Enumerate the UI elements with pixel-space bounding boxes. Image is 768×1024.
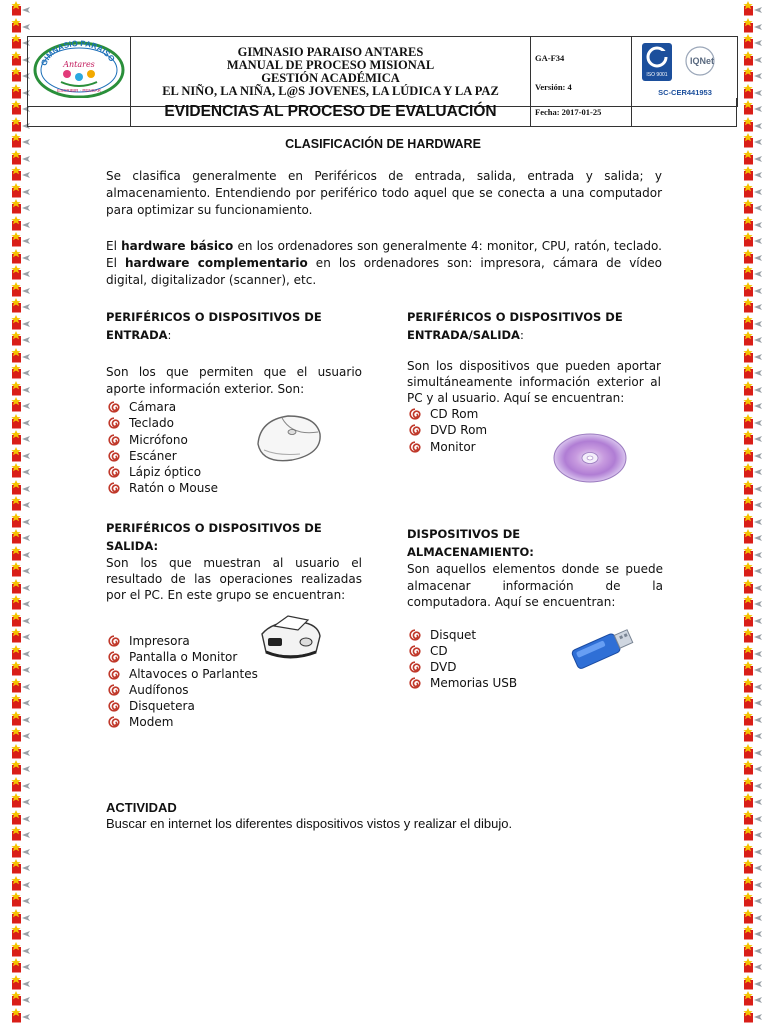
border-ornament-icon [732, 644, 768, 661]
list-item-label: Micrófono [129, 432, 188, 447]
storage-section-title: DISPOSITIVOS DE ALMACENAMIENTO: [407, 527, 534, 559]
border-ornament-icon [732, 165, 768, 182]
border-ornament-icon [0, 297, 36, 314]
border-ornament-icon [0, 347, 36, 364]
list-item-label: Monitor [430, 439, 476, 454]
border-ornament-icon [0, 314, 36, 331]
border-ornament-icon [732, 924, 768, 941]
border-ornament-icon [0, 809, 36, 826]
spiral-bullet-icon [409, 645, 421, 657]
school-motto: EL NIÑO, LA NIÑA, L@S JOVENES, LA LÚDICA Y LA PAZ [162, 84, 499, 98]
spiral-bullet-icon [409, 677, 421, 689]
document-date: Fecha: 2017-01-25 [535, 107, 602, 117]
border-ornament-icon [0, 462, 36, 479]
hardware-complementary-label: hardware complementario [124, 256, 308, 270]
border-ornament-icon [0, 182, 36, 199]
border-ornament-icon [0, 776, 36, 793]
border-ornament-icon [0, 545, 36, 562]
border-ornament-icon [732, 314, 768, 331]
spiral-bullet-icon [409, 441, 421, 453]
border-ornament-icon [732, 248, 768, 265]
border-ornament-icon [0, 198, 36, 215]
logo-word: Antares [63, 60, 95, 69]
list-item [106, 666, 362, 682]
document-code: GA-F34 [535, 53, 565, 63]
border-ornament-icon [732, 297, 768, 314]
border-ornament-icon [732, 858, 768, 875]
spiral-bullet-icon [108, 716, 120, 728]
border-ornament-icon [732, 231, 768, 248]
border-ornament-icon [0, 759, 36, 776]
border-ornament-icon [732, 809, 768, 826]
input-description: Son los que permiten que el usuario aporte información exterior. Son: [106, 365, 362, 396]
spiral-bullet-icon [108, 466, 120, 478]
activity-section [106, 800, 626, 832]
hardware-paragraph [106, 238, 662, 289]
border-ornament-icon [0, 990, 36, 1007]
border-ornament-icon [0, 132, 36, 149]
spiral-bullet-icon [108, 684, 120, 696]
border-ornament-icon [0, 413, 36, 430]
list-item-label: Lápiz óptico [129, 465, 202, 480]
border-ornament-icon [732, 726, 768, 743]
border-ornament-icon [732, 281, 768, 298]
mouse-icon [252, 410, 324, 466]
border-ornament-icon [732, 380, 768, 397]
border-ornament-icon [0, 17, 36, 34]
list-item-label: DVD Rom [430, 423, 488, 438]
header-overlay [27, 36, 737, 98]
border-ornament-icon [0, 281, 36, 298]
io-section-title: PERIFÉRICOS O DISPOSITIVOS DE ENTRADA/SALIDA: [407, 310, 623, 342]
list-item-label: Disquetera [129, 699, 195, 714]
border-ornament-icon [732, 908, 768, 925]
border-ornament-icon [732, 792, 768, 809]
date-row [530, 98, 632, 127]
border-ornament-icon [732, 776, 768, 793]
border-ornament-icon [732, 974, 768, 991]
border-ornament-icon [0, 611, 36, 628]
border-ornament-icon [732, 825, 768, 842]
list-item-label: Escáner [129, 448, 177, 463]
right-decorative-border [732, 0, 768, 1024]
list-item-label: CD [430, 643, 448, 658]
storage-description: Son aquellos elementos donde se puede almacenar información de la computadora. Aquí se encuentran: [407, 562, 663, 609]
border-ornament-icon [732, 347, 768, 364]
spiral-bullet-icon [108, 450, 120, 462]
activity-text: Buscar en internet los diferentes dispositivos vistos y realizar el dibujo. [106, 816, 513, 831]
border-ornament-icon [732, 677, 768, 694]
border-ornament-icon [0, 660, 36, 677]
list-item-label: Teclado [129, 416, 174, 431]
logo-bottom-text: ESCRIBIR · PENSAR [57, 88, 101, 93]
border-ornament-icon [0, 165, 36, 182]
spiral-bullet-icon [409, 629, 421, 641]
border-ornament-icon [732, 693, 768, 710]
list-item-label: Memorias USB [430, 676, 518, 691]
intro-paragraph: Se clasifica generalmente en Periféricos de entrada, salida, entrada y salida; y almacenamiento. Entendiendo por periférico todo aquel que se conecta a una computador para optimizar su funcionamiento. [106, 169, 662, 217]
list-item-label: CD Rom [430, 407, 479, 421]
spiral-bullet-icon [108, 401, 120, 413]
border-ornament-icon [0, 825, 36, 842]
border-ornament-icon [0, 264, 36, 281]
border-ornament-icon [0, 677, 36, 694]
border-ornament-icon [732, 611, 768, 628]
border-ornament-icon [732, 743, 768, 760]
border-ornament-icon [732, 413, 768, 430]
border-ornament-icon [0, 644, 36, 661]
border-ornament-icon [732, 149, 768, 166]
spiral-bullet-icon [108, 434, 120, 446]
list-item-label: DVD [430, 660, 457, 675]
border-ornament-icon [0, 396, 36, 413]
spiral-bullet-icon [108, 635, 120, 647]
border-ornament-icon [0, 627, 36, 644]
border-ornament-icon [732, 264, 768, 281]
list-item-label: Pantalla o Monitor [129, 650, 238, 665]
output-description: Son los que muestran al usuario el resultado de las operaciones realizadas por el PC. En este grupo se encuentran: [106, 556, 362, 602]
border-ornament-icon [0, 891, 36, 908]
border-ornament-icon [0, 594, 36, 611]
border-ornament-icon [732, 545, 768, 562]
list-item-label: Disquet [430, 627, 477, 642]
spiral-bullet-icon [108, 482, 120, 494]
border-ornament-icon [732, 660, 768, 677]
school-name: GIMNASIO PARAISO ANTARES [237, 45, 424, 59]
cert-iqnet-label: IQNet [689, 56, 714, 66]
list-item-label: Altavoces o Parlantes [129, 666, 258, 681]
hardware-text-1: El [106, 239, 122, 253]
spiral-bullet-icon [108, 700, 120, 712]
border-ornament-icon [0, 248, 36, 265]
border-ornament-icon [732, 875, 768, 892]
border-ornament-icon [732, 215, 768, 232]
border-ornament-icon [0, 0, 36, 17]
list-item [106, 714, 362, 730]
list-item-label: Ratón o Mouse [129, 481, 218, 496]
spiral-bullet-icon [409, 408, 421, 420]
border-ornament-icon [732, 363, 768, 380]
output-section-title: PERIFÉRICOS O DISPOSITIVOS DE SALIDA: [106, 521, 322, 553]
list-item [407, 406, 661, 422]
border-ornament-icon [732, 891, 768, 908]
spiral-bullet-icon [108, 668, 120, 680]
border-ornament-icon [0, 875, 36, 892]
border-ornament-icon [732, 1007, 768, 1024]
cd-icon [552, 432, 628, 484]
border-ornament-icon [0, 693, 36, 710]
border-ornament-icon [0, 215, 36, 232]
list-item [106, 464, 362, 480]
hardware-text-2: en los ordenadores son generalmente 4: monitor, CPU, ratón, teclado. El [106, 239, 662, 270]
management-area: GESTIÓN ACADÉMICA [261, 71, 400, 85]
document-version: Versión: 4 [535, 82, 572, 92]
list-item [106, 480, 362, 496]
document-title: EVIDENCIAS AL PROCESO DE EVALUACIÓN [164, 103, 497, 120]
border-ornament-icon [0, 330, 36, 347]
logo-arc-text: GIMNASIO PARAISO [39, 40, 117, 68]
cert-code: SC-CER441953 [657, 88, 712, 97]
border-ornament-icon [0, 512, 36, 529]
border-ornament-icon [0, 495, 36, 512]
header-bottom-line-right [631, 98, 737, 127]
border-ornament-icon [732, 990, 768, 1007]
cert-iso-label: ISO 9001 [645, 72, 668, 78]
border-ornament-icon [0, 578, 36, 595]
hardware-basic-label: hardware básico [121, 239, 234, 253]
border-ornament-icon [0, 924, 36, 941]
border-ornament-icon [0, 446, 36, 463]
usb-drive-icon [566, 622, 640, 672]
border-ornament-icon [732, 116, 768, 133]
border-ornament-icon [0, 231, 36, 248]
activity-title: ACTIVIDAD [106, 800, 177, 815]
border-ornament-icon [0, 1007, 36, 1024]
border-ornament-icon [0, 792, 36, 809]
border-ornament-icon [732, 198, 768, 215]
border-ornament-icon [732, 446, 768, 463]
spiral-bullet-icon [108, 417, 120, 429]
section-input-devices [106, 308, 362, 497]
border-ornament-icon [0, 479, 36, 496]
printer-icon [254, 612, 326, 662]
manual-name: MANUAL DE PROCESO MISIONAL [226, 58, 435, 72]
list-item [407, 675, 663, 691]
io-description: Son los dispositivos que pueden aportar simultáneamente información exterior al PC y al usuario. Aquí se encuentran: [407, 359, 661, 405]
border-ornament-icon [732, 479, 768, 496]
left-decorative-border [0, 0, 36, 1024]
intro-section [106, 168, 662, 289]
border-ornament-icon [732, 842, 768, 859]
input-section-title: PERIFÉRICOS O DISPOSITIVOS DE ENTRADA: [106, 310, 322, 342]
border-ornament-icon [0, 743, 36, 760]
border-ornament-icon [732, 132, 768, 149]
border-ornament-icon [732, 495, 768, 512]
evidence-title-row [130, 98, 531, 127]
hardware-text-3: en los ordenadores son: impresora, cámara de vídeo digital, digitalizador (scanner), etc. [106, 256, 662, 287]
border-ornament-icon [732, 330, 768, 347]
spiral-bullet-icon [108, 651, 120, 663]
list-item [106, 682, 362, 698]
border-ornament-icon [0, 842, 36, 859]
list-item-label: Audífonos [129, 682, 189, 697]
spiral-bullet-icon [409, 424, 421, 436]
border-ornament-icon [732, 710, 768, 727]
border-ornament-icon [732, 594, 768, 611]
border-ornament-icon [732, 528, 768, 545]
border-ornament-icon [0, 974, 36, 991]
border-ornament-icon [0, 941, 36, 958]
border-ornament-icon [0, 726, 36, 743]
border-ornament-icon [732, 561, 768, 578]
border-ornament-icon [0, 528, 36, 545]
border-ornament-icon [732, 957, 768, 974]
list-item [106, 698, 362, 714]
list-item-label: Cámara [129, 400, 177, 414]
border-ornament-icon [0, 858, 36, 875]
border-ornament-icon [732, 17, 768, 34]
header-bottom-line-left [27, 98, 131, 127]
border-ornament-icon [0, 561, 36, 578]
border-ornament-icon [732, 759, 768, 776]
border-ornament-icon [732, 578, 768, 595]
border-ornament-icon [732, 512, 768, 529]
page-title: CLASIFICACIÓN DE HARDWARE [285, 137, 481, 151]
border-ornament-icon [0, 908, 36, 925]
list-item-label: Modem [129, 715, 174, 730]
border-ornament-icon [0, 380, 36, 397]
spiral-bullet-icon [409, 661, 421, 673]
border-ornament-icon [732, 462, 768, 479]
border-ornament-icon [0, 363, 36, 380]
border-ornament-icon [732, 0, 768, 17]
list-item-label: Impresora [129, 634, 190, 648]
border-ornament-icon [732, 627, 768, 644]
border-ornament-icon [0, 957, 36, 974]
border-ornament-icon [732, 941, 768, 958]
border-ornament-icon [732, 429, 768, 446]
border-ornament-icon [0, 149, 36, 166]
border-ornament-icon [0, 429, 36, 446]
border-ornament-icon [732, 396, 768, 413]
border-ornament-icon [732, 182, 768, 199]
border-ornament-icon [0, 710, 36, 727]
